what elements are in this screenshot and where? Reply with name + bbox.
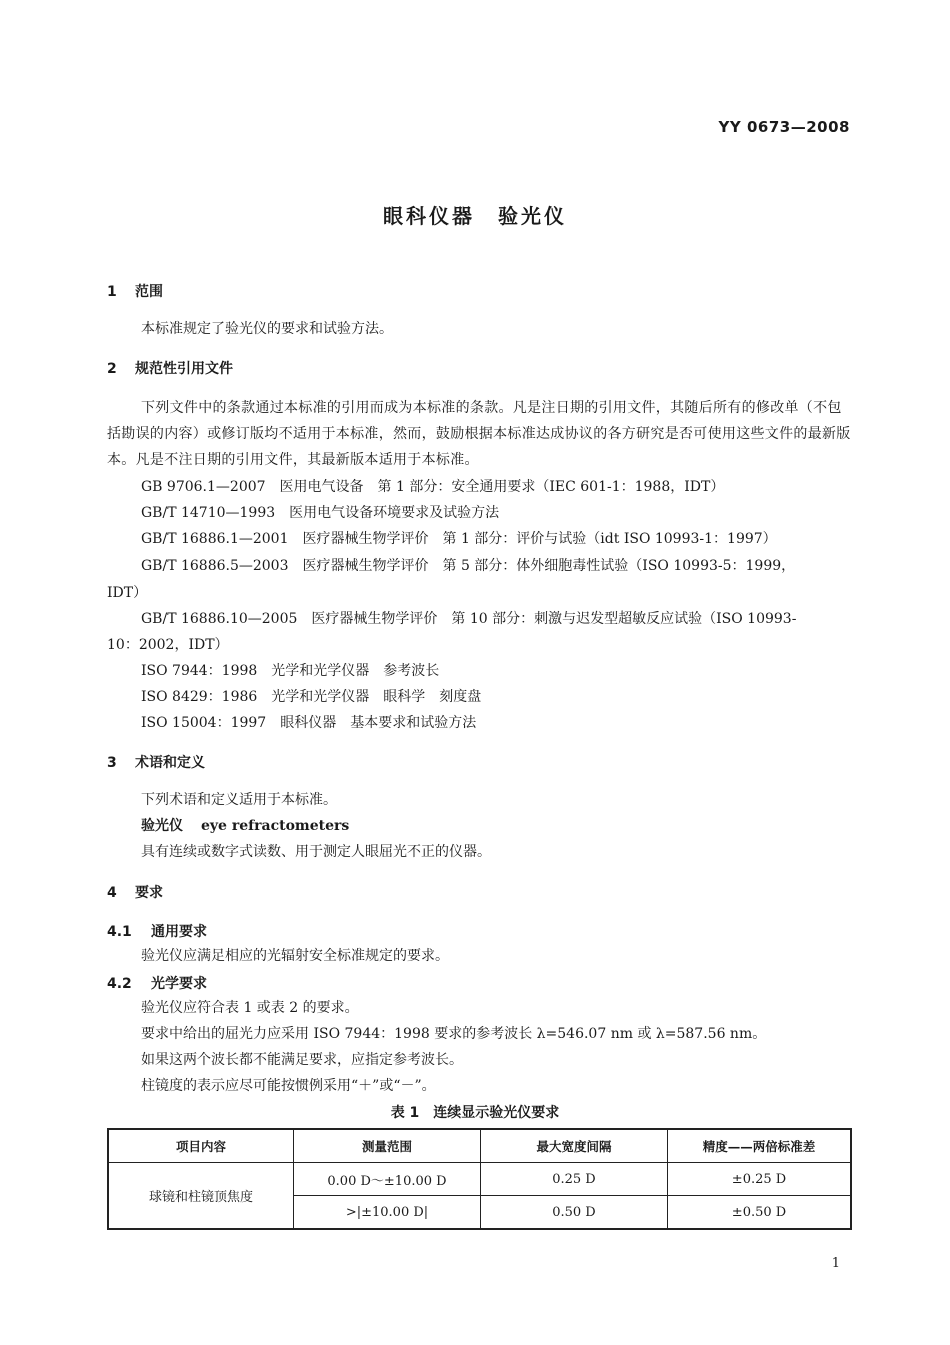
table-row-label: 球镜和柱镜顶焦度 bbox=[108, 1163, 294, 1230]
term-english: eye refractometers bbox=[201, 818, 350, 834]
section-4-2-line: 如果这两个波长都不能满足要求，应指定参考波长。 bbox=[141, 1052, 463, 1068]
table-header-cell: 测量范围 bbox=[294, 1129, 481, 1163]
section-number: 3 bbox=[107, 755, 117, 771]
term-chinese: 验光仪 bbox=[141, 818, 183, 834]
table-1 bbox=[107, 1128, 852, 1230]
section-number: 2 bbox=[107, 361, 117, 377]
section-1-text: 本标准规定了验光仪的要求和试验方法。 bbox=[141, 321, 393, 337]
section-title: 要求 bbox=[135, 885, 163, 901]
page-number: 1 bbox=[831, 1256, 840, 1271]
document-code: YY 0673—2008 bbox=[718, 118, 850, 136]
section-4-2-line: 要求中给出的屈光力应采用 ISO 7944：1998 要求的参考波长 λ=546.07 nm 或 λ=587.56 nm。 bbox=[141, 1026, 767, 1042]
table-header-cell: 项目内容 bbox=[108, 1129, 294, 1163]
reference-item: GB/T 16886.1—2001 医疗器械生物学评价 第 1 部分：评价与试验（idt ISO 10993-1：1997） bbox=[141, 531, 777, 547]
section-4-2-heading bbox=[107, 973, 207, 993]
reference-item: GB/T 16886.10—2005 医疗器械生物学评价 第 10 部分：刺激与迟发型超敏反应试验（ISO 10993- bbox=[141, 611, 797, 627]
reference-item: ISO 7944：1998 光学和光学仪器 参考波长 bbox=[141, 663, 440, 679]
table-cell: 0.50 D bbox=[481, 1196, 668, 1230]
reference-item: GB 9706.1—2007 医用电气设备 第 1 部分：安全通用要求（IEC 601-1：1988，IDT） bbox=[141, 479, 725, 495]
section-2-heading bbox=[107, 358, 233, 378]
section-4-1-heading bbox=[107, 921, 207, 941]
reference-item: ISO 8429：1986 光学和光学仪器 眼科学 刻度盘 bbox=[141, 689, 482, 705]
table-caption: 表 1 连续显示验光仪要求 bbox=[390, 1105, 560, 1121]
section-number: 4.1 bbox=[107, 924, 132, 940]
section-3-intro: 下列术语和定义适用于本标准。 bbox=[141, 792, 337, 808]
term-definition: 具有连续或数字式读数、用于测定人眼屈光不正的仪器。 bbox=[141, 844, 491, 860]
table-header-cell: 精度——两倍标准差 bbox=[668, 1129, 852, 1163]
section-title: 范围 bbox=[135, 284, 163, 300]
reference-item-continuation: IDT） bbox=[107, 585, 148, 601]
section-3-heading bbox=[107, 752, 205, 772]
table-header-cell: 最大宽度间隔 bbox=[481, 1129, 668, 1163]
table-cell: >|±10.00 D| bbox=[294, 1196, 481, 1230]
section-4-heading bbox=[107, 882, 163, 902]
reference-item: ISO 15004：1997 眼科仪器 基本要求和试验方法 bbox=[141, 715, 477, 731]
table-cell: ±0.50 D bbox=[668, 1196, 852, 1230]
section-number: 1 bbox=[107, 284, 117, 300]
page-title: 眼科仪器 验光仪 bbox=[383, 204, 567, 228]
table-cell: 0.00 D～±10.00 D bbox=[294, 1163, 481, 1196]
reference-item: GB/T 16886.5—2003 医疗器械生物学评价 第 5 部分：体外细胞毒性试验（ISO 10993-5：1999， bbox=[141, 558, 796, 574]
section-number: 4.2 bbox=[107, 976, 132, 992]
term-entry bbox=[141, 813, 349, 839]
table-header-row bbox=[108, 1129, 851, 1163]
section-number: 4 bbox=[107, 885, 117, 901]
table-row bbox=[108, 1163, 851, 1196]
section-title: 光学要求 bbox=[151, 976, 207, 992]
section-title: 通用要求 bbox=[151, 924, 207, 940]
section-4-2-line: 验光仪应符合表 1 或表 2 的要求。 bbox=[141, 1000, 359, 1016]
section-1-heading bbox=[107, 281, 163, 301]
section-4-1-text: 验光仪应满足相应的光辐射安全标准规定的要求。 bbox=[141, 948, 449, 964]
table-cell: 0.25 D bbox=[481, 1163, 668, 1196]
reference-item: GB/T 14710—1993 医用电气设备环境要求及试验方法 bbox=[141, 505, 500, 521]
table-cell: ±0.25 D bbox=[668, 1163, 852, 1196]
section-4-2-line: 柱镜度的表示应尽可能按惯例采用“＋”或“－”。 bbox=[141, 1078, 436, 1094]
section-title: 规范性引用文件 bbox=[135, 361, 233, 377]
section-2-intro: 下列文件中的条款通过本标准的引用而成为本标准的条款。凡是注日期的引用文件，其随后所有的修改单（不包括勘误的内容）或修订版均不适用于本标准，然而，鼓励根据本标准达成协议的各方研究是否可使用这些文件的最新版本。凡是不注日期的引用文件，其最新版本适用于本标准。 bbox=[107, 400, 851, 468]
reference-item-continuation: 10：2002，IDT） bbox=[107, 637, 229, 653]
section-title: 术语和定义 bbox=[135, 755, 205, 771]
